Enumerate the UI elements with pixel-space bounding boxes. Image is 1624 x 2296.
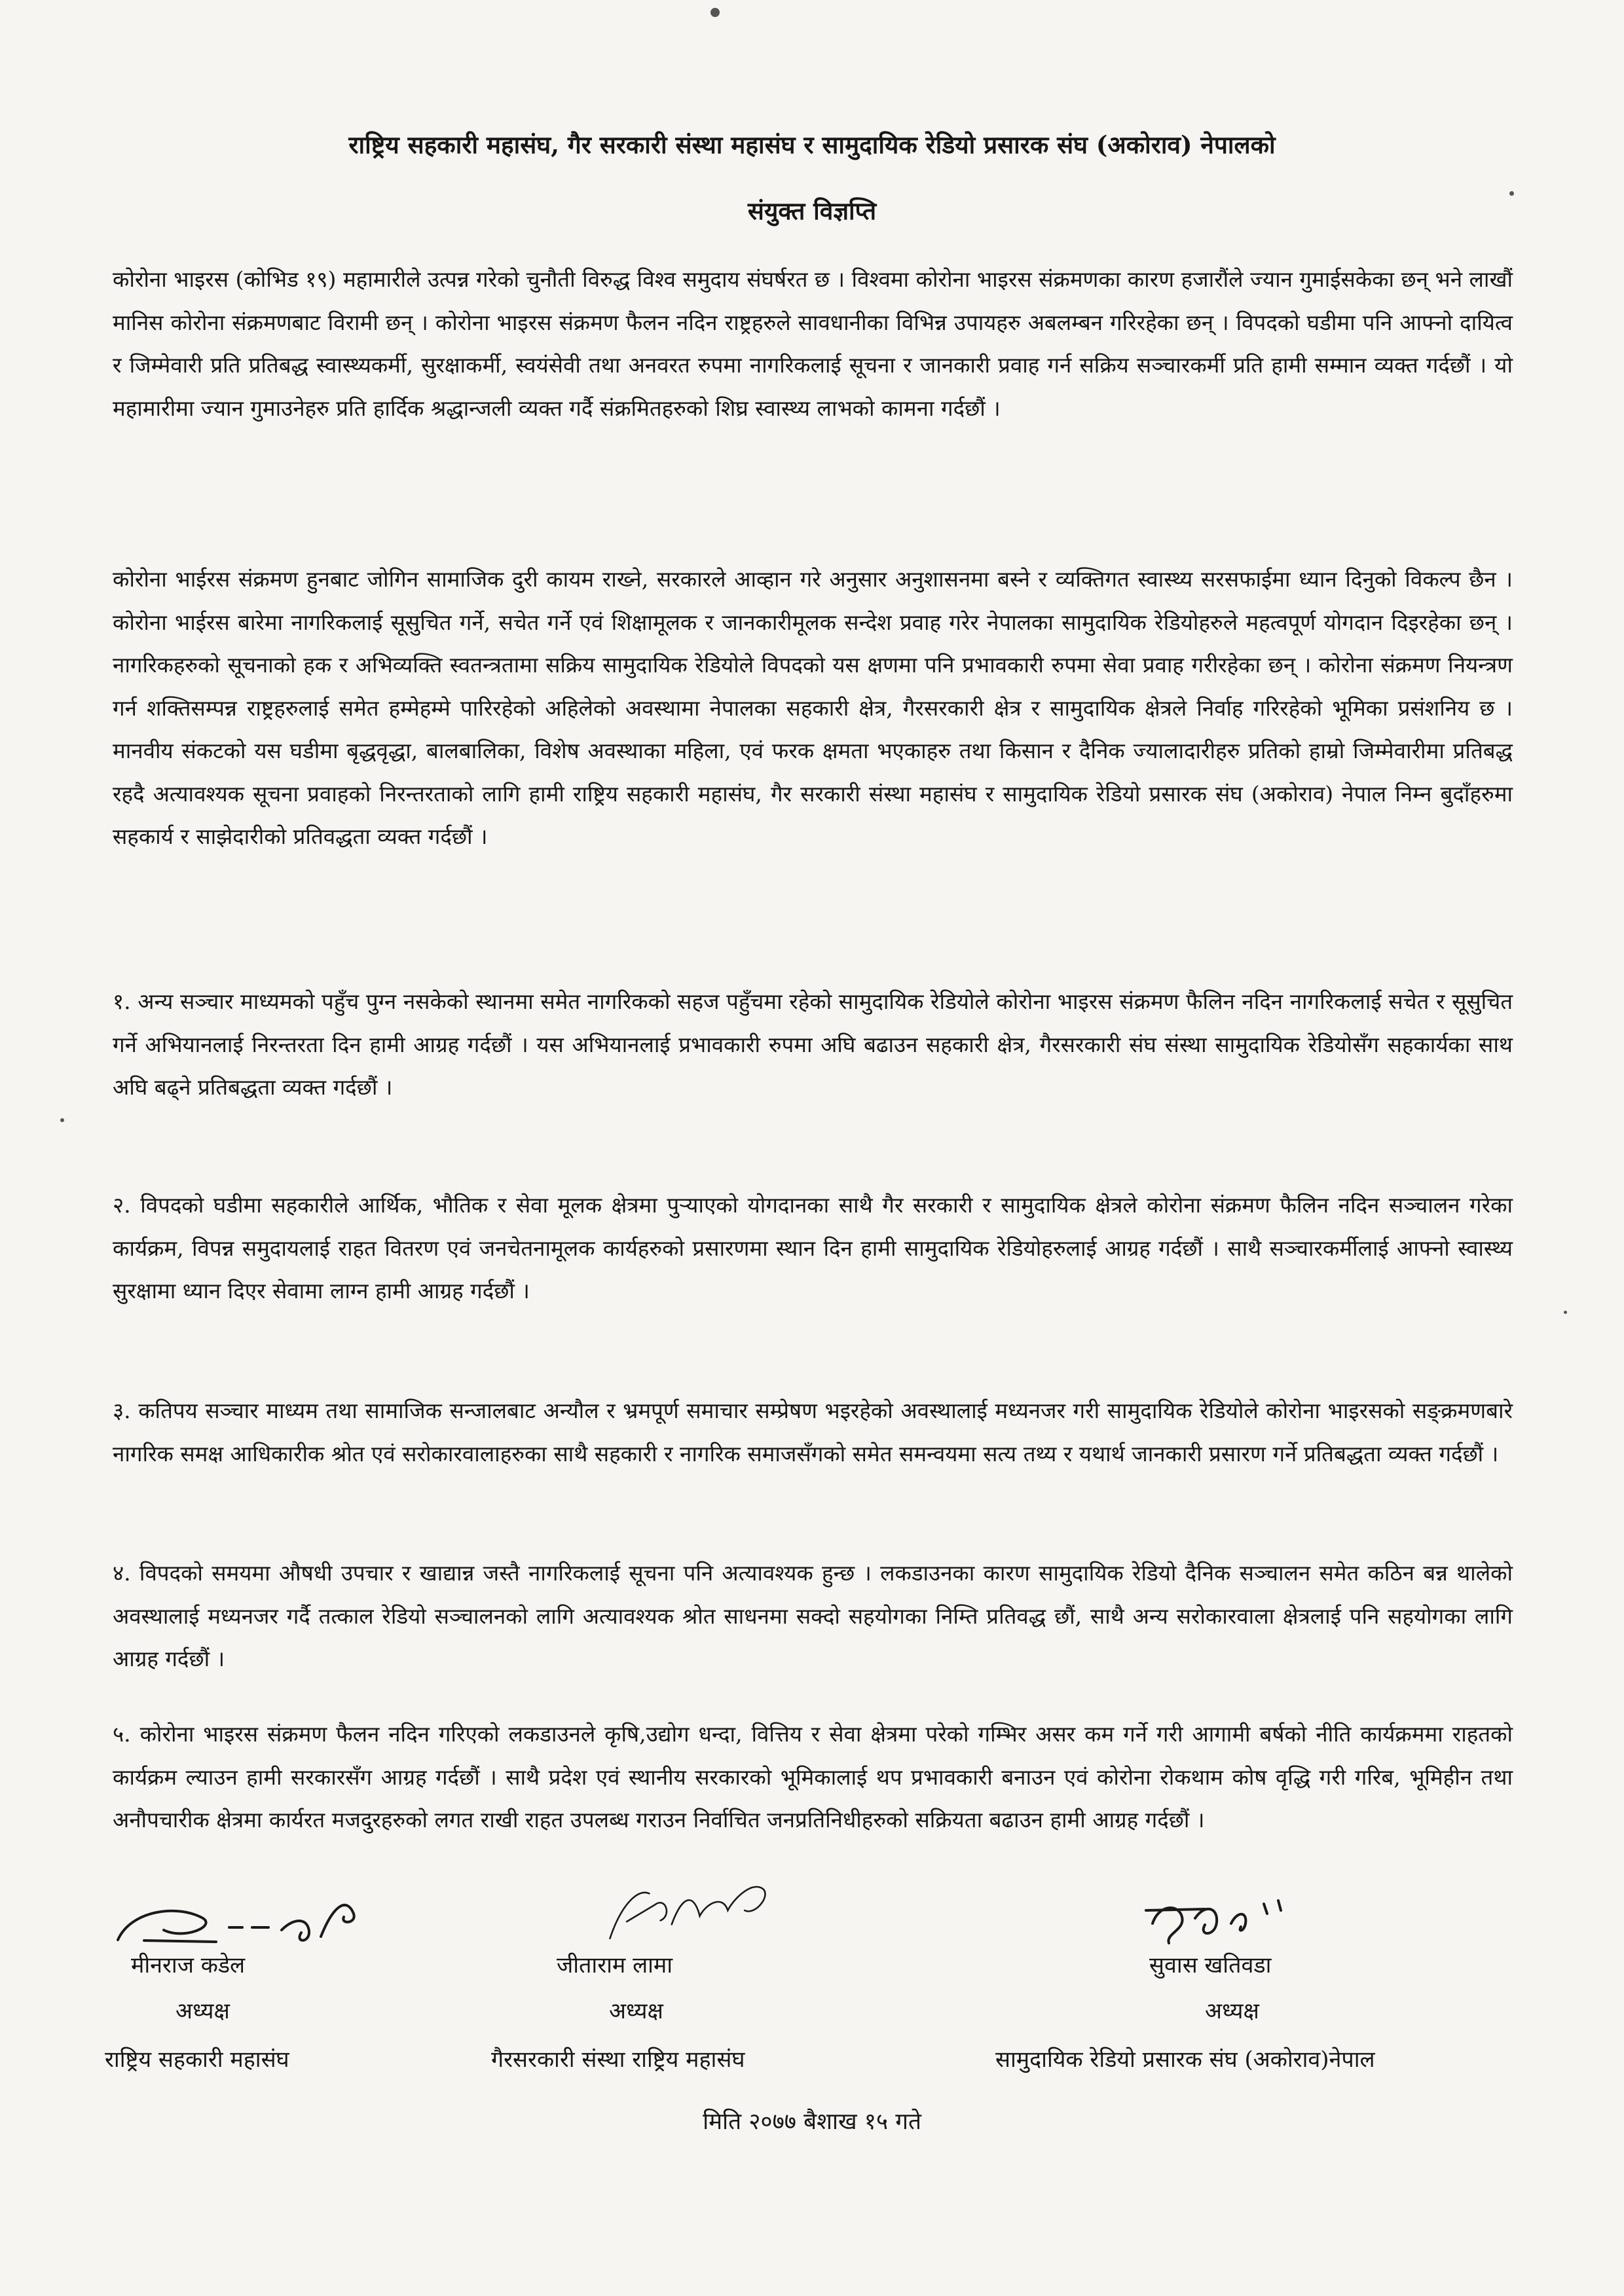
signatory-block xyxy=(982,1878,1532,2094)
signatory-role: अध्यक्ष xyxy=(1205,1998,1259,2024)
numbered-point: ४. विपदको समयमा औषधी उपचार र खाद्यान्न जस्तै नागरिकलाई सूचना पनि अत्यावश्यक हुन्छ । लकडाउनका कारण सामुदायिक रेडियो दैनिक सञ्चालन समेत कठिन बन्न थालेको अवस्थालाई मध्यनजर गर्दै तत्काल रेडियो सञ्चालनको लागि अत्यावश्यक श्रोत साधनमा सक्दो सहयोगका निम्ति प्रतिवद्ध छौं, साथै अन्य सरोकारवाला क्षेत्रलाई पनि सहयोगका लागि आग्रह गर्दछौं । xyxy=(113,1560,1513,1671)
signatory-role: अध्यक्ष xyxy=(175,1998,230,2024)
signatory-role: अध्यक्ष xyxy=(609,1998,663,2024)
handwritten-signature xyxy=(105,1878,406,1956)
handwritten-signature xyxy=(1133,1878,1329,1956)
signatory-name: सुवास खतिवडा xyxy=(1149,1952,1272,1978)
numbered-point: १. अन्य सञ्चार माध्यमको पहुँच पुग्न नसकेको स्थानमा समेत नागरिकको सहज पहुँचमा रहेको सामुदायिक रेडियोले कोरोना भाइरस संक्रमण फैलिन नदिन नागरिकलाई सचेत र सूसुचित गर्ने अभियानलाई निरन्तरता दिन हामी आग्रह गर्दछौं । यस अभियानलाई प्रभावकारी रुपमा अघि बढाउन सहकारी क्षेत्र, गैरसरकारी संघ संस्था सामुदायिक रेडियोसँग सहकार्यका साथ अघि बढ्ने प्रतिबद्धता व्यक्त गर्दछौं । xyxy=(113,989,1513,1100)
numbered-point: ५. कोरोना भाइरस संक्रमण फैलन नदिन गरिएको लकडाउनले कृषि,उद्योग धन्दा, वित्तिय र सेवा क्षेत्रमा परेको गम्भिर असर कम गर्ने गरी आगामी बर्षको नीति कार्यक्रममा राहतको कार्यक्रम ल्याउन हामी सरकारसँग आग्रह गर्दछौं । साथै प्रदेश एवं स्थानीय सरकारको भूमिकालाई थप प्रभावकारी बनाउन एवं कोरोना रोकथाम कोष वृद्धि गरी गरिब, भूमिहीन तथा अनौपचारीक क्षेत्रमा कार्यरत मजदुरहरुको लगत राखी राहत उपलब्ध गराउन निर्वाचित जनप्रतिनिधीहरुको सक्रियता बढाउन हामी आग्रह गर्दछौं । xyxy=(113,1721,1513,1832)
signatory-block xyxy=(105,1878,471,2094)
signatory-block xyxy=(485,1878,943,2094)
signatory-organization: गैरसरकारी संस्था राष्ट्रिय महासंघ xyxy=(491,2047,745,2073)
scan-mark xyxy=(1564,1311,1567,1314)
signatory-name: जीताराम लामा xyxy=(557,1952,673,1978)
body-paragraph: कोरोना भाईरस संक्रमण हुनबाट जोगिन सामाजिक दुरी कायम राख्ने, सरकारले आव्हान गरे अनुसार अनुशासनमा बस्ने र व्यक्तिगत स्वास्थ्य सरसफाईमा ध्यान दिनुको विकल्प छैन । कोरोना भाईरस बारेमा नागरिकलाई सूसुचित गर्ने, सचेत गर्ने एवं शिक्षामूलक र जानकारीमूलक सन्देश प्रवाह गरेर नेपालका सामुदायिक रेडियोहरुले महत्वपूर्ण योगदान दिइरहेका छन् । नागरिकहरुको सूचनाको हक र अभिव्यक्ति स्वतन्त्रतामा सक्रिय सामुदायिक रेडियोले विपदको यस क्षणमा पनि प्रभावकारी रुपमा सेवा प्रवाह गरीरहेका छन् । कोरोना संक्रमण नियन्त्रण गर्न शक्तिसम्पन्न राष्ट्रहरुलाई समेत हम्मेहम्मे पारिरहेको अहिलेको अवस्थामा नेपालका सहकारी क्षेत्र, गैरसरकारी क्षेत्र र सामुदायिक क्षेत्रले निर्वाह गरिरहेको भूमिका प्रसंशनिय छ । मानवीय संकटको यस घडीमा बृद्धवृद्धा, बालबालिका, विशेष अवस्थाका महिला, एवं फरक क्षमता भएकाहरु तथा किसान र दैनिक ज्यालादारीहरु प्रतिको हाम्रो जिम्मेवारीमा प्रतिबद्ध रहदै अत्यावश्यक सूचना प्रवाहको निरन्तरताको लागि हामी राष्ट्रिय सहकारी महासंघ, गैर सरकारी संस्था महासंघ र सामुदायिक रेडियो प्रसारक संघ (अकोराव) नेपाल निम्न बुदाँहरुमा सहकार्य र साझेदारीको प्रतिवद्धता व्यक्त गर्दछौं । xyxy=(113,566,1513,849)
numbered-point: २. विपदको घडीमा सहकारीले आर्थिक, भौतिक र सेवा मूलक क्षेत्रमा पुर्‍याएको योगदानका साथै गैर सरकारी र सामुदायिक क्षेत्रले कोरोना संक्रमण फैलिन नदिन सञ्चालन गरेका कार्यक्रम, विपन्न समुदायलाई राहत वितरण एवं जनचेतनामूलक कार्यहरुको प्रसारणमा स्थान दिन हामी सामुदायिक रेडियोहरुलाई आग्रह गर्दछौं । साथै सञ्चारकर्मीलाई आफ्नो स्वास्थ्य सुरक्षामा ध्यान दिएर सेवामा लाग्न हामी आग्रह गर्दछौं । xyxy=(113,1192,1513,1303)
signatory-organization: राष्ट्रिय सहकारी महासंघ xyxy=(105,2047,289,2073)
scan-mark xyxy=(60,1118,64,1122)
document-subtitle: संयुक्त विज्ञप्ति xyxy=(747,196,877,225)
signatory-organization: सामुदायिक रेडियो प्रसारक संघ (अकोराव)नेपाल xyxy=(995,2047,1375,2073)
numbered-point: ३. कतिपय सञ्चार माध्यम तथा सामाजिक सन्जालबाट अन्यौल र भ्रमपूर्ण समाचार सम्प्रेषण भइरहेको अवस्थालाई मध्यनजर गरी सामुदायिक रेडियोले कोरोना भाइरसको सङ्क्रमणबारे नागरिक समक्ष आधिकारीक श्रोत एवं सरोकारवालाहरुका साथै सहकारी र नागरिक समाजसँगको समेत समन्वयमा सत्य तथ्य र यथार्थ जानकारी प्रसारण गर्ने प्रतिबद्धता व्यक्त गर्दछौं । xyxy=(113,1398,1513,1467)
signatory-name: मीनराज कडेल xyxy=(131,1952,246,1978)
document-title: राष्ट्रिय सहकारी महासंघ, गैर सरकारी संस्था महासंघ र सामुदायिक रेडियो प्रसारक संघ (अकोराव) नेपालको xyxy=(348,130,1276,159)
body-paragraph: कोरोना भाइरस (कोभिड १९) महामारीले उत्पन्न गरेको चुनौती विरुद्ध विश्व समुदाय संघर्षरत छ । विश्वमा कोरोना भाइरस संक्रमणका कारण हजारौंले ज्यान गुमाईसकेका छन् भने लाखौं मानिस कोरोना संक्रमणबाट विरामी छन् । कोरोना भाइरस संक्रमण फैलन नदिन राष्ट्रहरुले सावधानीका विभिन्न उपायहरु अबलम्बन गरिरहेका छन् । विपदको घडीमा पनि आफ्नो दायित्व र जिम्मेवारी प्रति प्रतिबद्ध स्वास्थ्यकर्मी, सुरक्षाकर्मी, स्वयंसेवी तथा अनवरत रुपमा नागरिकलाई सूचना र जानकारी प्रवाह गर्न सक्रिय सञ्चारकर्मी प्रति हामी सम्मान व्यक्त गर्दछौं । यो महामारीमा ज्यान गुमाउनेहरु प्रति हार्दिक श्रद्धान्जली व्यक्त गर्दै संक्रमितहरुको शिघ्र स्वास्थ्य लाभको कामना गर्दछौं । xyxy=(113,266,1513,421)
document-date: मिति २०७७ बैशाख १५ गते xyxy=(703,2109,921,2135)
handwritten-signature xyxy=(570,1871,819,1950)
scan-mark xyxy=(710,8,720,17)
